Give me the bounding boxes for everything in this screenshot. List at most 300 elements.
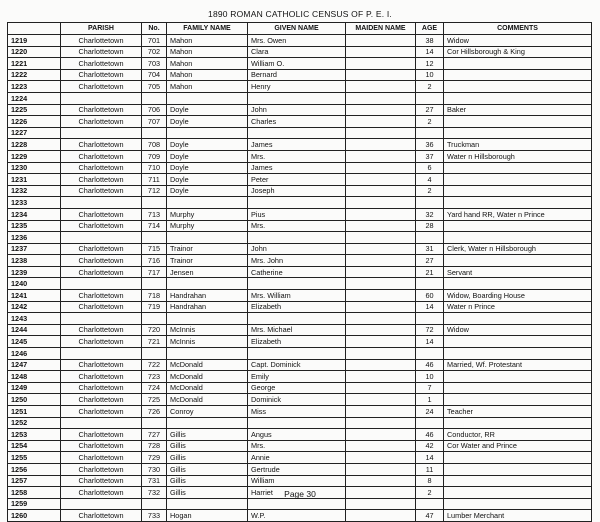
given-name-cell (248, 92, 346, 104)
parish-cell: Charlottetown (61, 406, 142, 418)
table-row (8, 46, 592, 58)
family-name-cell: Gillis (167, 452, 248, 464)
comments-cell (444, 69, 592, 81)
comments-cell: Truckman (444, 139, 592, 151)
number-cell: 720 (142, 324, 167, 336)
parish-cell (61, 232, 142, 244)
family-name-cell (167, 417, 248, 429)
given-name-cell (248, 313, 346, 325)
given-name-cell: Mrs. John (248, 255, 346, 267)
comments-cell (444, 116, 592, 128)
given-name-cell (248, 278, 346, 290)
number-cell: 714 (142, 220, 167, 232)
number-cell: 729 (142, 452, 167, 464)
comments-cell (444, 174, 592, 186)
given-name-cell: Charles (248, 116, 346, 128)
given-name-cell: Miss (248, 406, 346, 418)
given-name-cell: Joseph (248, 185, 346, 197)
family-name-cell: Doyle (167, 139, 248, 151)
table-row (8, 243, 592, 255)
header-row-number (8, 23, 61, 35)
table-row (8, 301, 592, 313)
age-cell: 14 (416, 336, 444, 348)
given-name-cell: W.P. (248, 510, 346, 522)
age-cell: 31 (416, 243, 444, 255)
number-cell (142, 232, 167, 244)
maiden-name-cell (346, 185, 416, 197)
family-name-cell: Hogan (167, 510, 248, 522)
maiden-name-cell (346, 232, 416, 244)
comments-cell (444, 475, 592, 487)
age-cell: 14 (416, 452, 444, 464)
age-cell: 24 (416, 406, 444, 418)
parish-cell: Charlottetown (61, 46, 142, 58)
comments-cell (444, 232, 592, 244)
parish-cell: Charlottetown (61, 174, 142, 186)
family-name-cell: Gillis (167, 440, 248, 452)
maiden-name-cell (346, 139, 416, 151)
age-cell: 72 (416, 324, 444, 336)
family-name-cell: Trainor (167, 243, 248, 255)
maiden-name-cell (346, 127, 416, 139)
comments-cell (444, 394, 592, 406)
parish-cell: Charlottetown (61, 104, 142, 116)
number-cell: 703 (142, 58, 167, 70)
comments-cell: Widow (444, 324, 592, 336)
given-name-cell: Mrs. (248, 440, 346, 452)
number-cell: 727 (142, 429, 167, 441)
parish-cell: Charlottetown (61, 394, 142, 406)
parish-cell: Charlottetown (61, 452, 142, 464)
family-name-cell: Gillis (167, 429, 248, 441)
comments-cell: Cor Water and Prince (444, 440, 592, 452)
comments-cell: Widow, Boarding House (444, 290, 592, 302)
table-row (8, 475, 592, 487)
row-number-cell: 1244 (8, 324, 61, 336)
table-row (8, 81, 592, 93)
row-number-cell: 1237 (8, 243, 61, 255)
table-row (8, 359, 592, 371)
row-number-cell: 1257 (8, 475, 61, 487)
table-row (8, 162, 592, 174)
number-cell: 730 (142, 463, 167, 475)
table-row (8, 116, 592, 128)
row-number-cell: 1227 (8, 127, 61, 139)
comments-cell (444, 463, 592, 475)
header-row (8, 23, 592, 35)
table-row (8, 382, 592, 394)
number-cell: 702 (142, 46, 167, 58)
comments-cell (444, 81, 592, 93)
table-row (8, 348, 592, 360)
row-number-cell: 1248 (8, 371, 61, 383)
maiden-name-cell (346, 150, 416, 162)
given-name-cell: Annie (248, 452, 346, 464)
number-cell: 712 (142, 185, 167, 197)
table-row (8, 394, 592, 406)
row-number-cell: 1224 (8, 92, 61, 104)
family-name-cell: McInnis (167, 324, 248, 336)
age-cell: 1 (416, 394, 444, 406)
parish-cell (61, 197, 142, 209)
family-name-cell: McInnis (167, 336, 248, 348)
age-cell: 10 (416, 371, 444, 383)
table-row (8, 417, 592, 429)
table-row (8, 127, 592, 139)
maiden-name-cell (346, 35, 416, 47)
age-cell: 4 (416, 174, 444, 186)
family-name-cell: Doyle (167, 116, 248, 128)
row-number-cell: 1258 (8, 487, 61, 499)
comments-cell: Servant (444, 266, 592, 278)
comments-cell: Conductor, RR (444, 429, 592, 441)
table-row (8, 139, 592, 151)
number-cell: 733 (142, 510, 167, 522)
maiden-name-cell (346, 417, 416, 429)
parish-cell: Charlottetown (61, 371, 142, 383)
number-cell: 723 (142, 371, 167, 383)
age-cell (416, 197, 444, 209)
table-row (8, 406, 592, 418)
maiden-name-cell (346, 406, 416, 418)
age-cell: 10 (416, 69, 444, 81)
comments-cell (444, 313, 592, 325)
age-cell: 28 (416, 220, 444, 232)
census-body (8, 35, 592, 522)
family-name-cell (167, 348, 248, 360)
given-name-cell: Angus (248, 429, 346, 441)
header-given-name: GIVEN NAME (248, 23, 346, 35)
table-row (8, 278, 592, 290)
parish-cell: Charlottetown (61, 440, 142, 452)
maiden-name-cell (346, 278, 416, 290)
given-name-cell (248, 232, 346, 244)
given-name-cell: Clara (248, 46, 346, 58)
maiden-name-cell (346, 162, 416, 174)
parish-cell: Charlottetown (61, 290, 142, 302)
given-name-cell: Elizabeth (248, 301, 346, 313)
maiden-name-cell (346, 81, 416, 93)
given-name-cell: James (248, 139, 346, 151)
comments-cell (444, 255, 592, 267)
table-row (8, 429, 592, 441)
row-number-cell: 1220 (8, 46, 61, 58)
row-number-cell: 1246 (8, 348, 61, 360)
maiden-name-cell (346, 266, 416, 278)
given-name-cell: Capt. Dominick (248, 359, 346, 371)
row-number-cell: 1232 (8, 185, 61, 197)
comments-cell: Yard hand RR, Water n Prince (444, 208, 592, 220)
table-row (8, 498, 592, 510)
table-row (8, 510, 592, 522)
age-cell: 21 (416, 266, 444, 278)
row-number-cell: 1231 (8, 174, 61, 186)
family-name-cell: Doyle (167, 150, 248, 162)
number-cell (142, 278, 167, 290)
table-row (8, 35, 592, 47)
parish-cell: Charlottetown (61, 220, 142, 232)
parish-cell: Charlottetown (61, 58, 142, 70)
maiden-name-cell (346, 208, 416, 220)
age-cell: 6 (416, 162, 444, 174)
age-cell (416, 127, 444, 139)
maiden-name-cell (346, 313, 416, 325)
number-cell (142, 348, 167, 360)
comments-cell: Cor Hillsborough & King (444, 46, 592, 58)
parish-cell: Charlottetown (61, 429, 142, 441)
family-name-cell: Conroy (167, 406, 248, 418)
table-row (8, 290, 592, 302)
given-name-cell (248, 127, 346, 139)
age-cell: 42 (416, 440, 444, 452)
table-row (8, 324, 592, 336)
parish-cell: Charlottetown (61, 382, 142, 394)
row-number-cell: 1221 (8, 58, 61, 70)
comments-cell: Teacher (444, 406, 592, 418)
maiden-name-cell (346, 371, 416, 383)
parish-cell: Charlottetown (61, 150, 142, 162)
parish-cell (61, 348, 142, 360)
maiden-name-cell (346, 46, 416, 58)
number-cell: 719 (142, 301, 167, 313)
row-number-cell: 1233 (8, 197, 61, 209)
comments-cell (444, 185, 592, 197)
comments-cell: Water n Prince (444, 301, 592, 313)
family-name-cell: Mahon (167, 46, 248, 58)
table-row (8, 220, 592, 232)
maiden-name-cell (346, 348, 416, 360)
row-number-cell: 1260 (8, 510, 61, 522)
family-name-cell: Murphy (167, 208, 248, 220)
table-row (8, 174, 592, 186)
row-number-cell: 1251 (8, 406, 61, 418)
given-name-cell: Bernard (248, 69, 346, 81)
row-number-cell: 1238 (8, 255, 61, 267)
family-name-cell: McDonald (167, 382, 248, 394)
age-cell (416, 498, 444, 510)
maiden-name-cell (346, 174, 416, 186)
number-cell: 701 (142, 35, 167, 47)
number-cell: 728 (142, 440, 167, 452)
header-family-name: FAMILY NAME (167, 23, 248, 35)
header-maiden-name: MAIDEN NAME (346, 23, 416, 35)
number-cell: 721 (142, 336, 167, 348)
table-row (8, 266, 592, 278)
maiden-name-cell (346, 116, 416, 128)
maiden-name-cell (346, 510, 416, 522)
family-name-cell: Handrahan (167, 290, 248, 302)
given-name-cell: George (248, 382, 346, 394)
comments-cell (444, 278, 592, 290)
age-cell: 38 (416, 35, 444, 47)
given-name-cell: James (248, 162, 346, 174)
maiden-name-cell (346, 104, 416, 116)
family-name-cell: McDonald (167, 371, 248, 383)
family-name-cell: Trainor (167, 255, 248, 267)
parish-cell: Charlottetown (61, 139, 142, 151)
age-cell (416, 232, 444, 244)
row-number-cell: 1235 (8, 220, 61, 232)
age-cell: 8 (416, 475, 444, 487)
comments-cell: Clerk, Water n Hillsborough (444, 243, 592, 255)
comments-cell (444, 417, 592, 429)
number-cell (142, 197, 167, 209)
maiden-name-cell (346, 463, 416, 475)
parish-cell: Charlottetown (61, 324, 142, 336)
table-row (8, 463, 592, 475)
comments-cell (444, 92, 592, 104)
given-name-cell (248, 348, 346, 360)
number-cell: 718 (142, 290, 167, 302)
number-cell: 731 (142, 475, 167, 487)
row-number-cell: 1234 (8, 208, 61, 220)
maiden-name-cell (346, 429, 416, 441)
age-cell: 14 (416, 46, 444, 58)
table-row (8, 92, 592, 104)
comments-cell (444, 220, 592, 232)
number-cell: 715 (142, 243, 167, 255)
row-number-cell: 1259 (8, 498, 61, 510)
row-number-cell: 1256 (8, 463, 61, 475)
row-number-cell: 1245 (8, 336, 61, 348)
comments-cell: Lumber Merchant (444, 510, 592, 522)
maiden-name-cell (346, 243, 416, 255)
number-cell: 726 (142, 406, 167, 418)
page-number: Page 30 (284, 489, 316, 499)
number-cell: 704 (142, 69, 167, 81)
family-name-cell: McDonald (167, 359, 248, 371)
number-cell (142, 127, 167, 139)
table-row (8, 371, 592, 383)
age-cell: 14 (416, 301, 444, 313)
given-name-cell: Catherine (248, 266, 346, 278)
given-name-cell (248, 197, 346, 209)
row-number-cell: 1253 (8, 429, 61, 441)
number-cell: 724 (142, 382, 167, 394)
header-comments: COMMENTS (444, 23, 592, 35)
number-cell: 717 (142, 266, 167, 278)
age-cell: 2 (416, 116, 444, 128)
age-cell (416, 278, 444, 290)
table-row (8, 104, 592, 116)
comments-cell (444, 498, 592, 510)
parish-cell: Charlottetown (61, 510, 142, 522)
family-name-cell (167, 92, 248, 104)
table-row (8, 208, 592, 220)
age-cell: 7 (416, 382, 444, 394)
comments-cell: Married, Wf. Protestant (444, 359, 592, 371)
header-no: No. (142, 23, 167, 35)
comments-cell (444, 452, 592, 464)
given-name-cell: Emily (248, 371, 346, 383)
row-number-cell: 1222 (8, 69, 61, 81)
given-name-cell: Dominick (248, 394, 346, 406)
maiden-name-cell (346, 255, 416, 267)
row-number-cell: 1250 (8, 394, 61, 406)
family-name-cell: Handrahan (167, 301, 248, 313)
row-number-cell: 1223 (8, 81, 61, 93)
age-cell: 37 (416, 150, 444, 162)
given-name-cell: John (248, 104, 346, 116)
parish-cell: Charlottetown (61, 243, 142, 255)
table-row (8, 232, 592, 244)
parish-cell (61, 92, 142, 104)
given-name-cell: Harriet (248, 487, 346, 499)
comments-cell (444, 348, 592, 360)
row-number-cell: 1219 (8, 35, 61, 47)
given-name-cell: Elizabeth (248, 336, 346, 348)
parish-cell: Charlottetown (61, 266, 142, 278)
table-row (8, 336, 592, 348)
given-name-cell: Pius (248, 208, 346, 220)
maiden-name-cell (346, 197, 416, 209)
table-row (8, 58, 592, 70)
age-cell: 27 (416, 104, 444, 116)
number-cell: 732 (142, 487, 167, 499)
maiden-name-cell (346, 452, 416, 464)
family-name-cell: Gillis (167, 463, 248, 475)
number-cell: 706 (142, 104, 167, 116)
maiden-name-cell (346, 92, 416, 104)
maiden-name-cell (346, 290, 416, 302)
row-number-cell: 1240 (8, 278, 61, 290)
parish-cell (61, 127, 142, 139)
given-name-cell: Mrs. Owen (248, 35, 346, 47)
maiden-name-cell (346, 475, 416, 487)
number-cell: 716 (142, 255, 167, 267)
parish-cell: Charlottetown (61, 359, 142, 371)
number-cell: 711 (142, 174, 167, 186)
number-cell: 707 (142, 116, 167, 128)
comments-cell: Water n Hillsborough (444, 150, 592, 162)
parish-cell: Charlottetown (61, 81, 142, 93)
row-number-cell: 1247 (8, 359, 61, 371)
given-name-cell: William O. (248, 58, 346, 70)
comments-cell (444, 371, 592, 383)
age-cell: 60 (416, 290, 444, 302)
family-name-cell: Mahon (167, 69, 248, 81)
family-name-cell: Mahon (167, 81, 248, 93)
given-name-cell: Mrs. (248, 150, 346, 162)
parish-cell: Charlottetown (61, 185, 142, 197)
family-name-cell: Mahon (167, 35, 248, 47)
family-name-cell: Gillis (167, 487, 248, 499)
family-name-cell: Gillis (167, 475, 248, 487)
number-cell: 710 (142, 162, 167, 174)
maiden-name-cell (346, 440, 416, 452)
parish-cell: Charlottetown (61, 116, 142, 128)
parish-cell (61, 498, 142, 510)
age-cell: 32 (416, 208, 444, 220)
age-cell: 46 (416, 429, 444, 441)
row-number-cell: 1230 (8, 162, 61, 174)
family-name-cell (167, 313, 248, 325)
row-number-cell: 1236 (8, 232, 61, 244)
parish-cell: Charlottetown (61, 463, 142, 475)
age-cell: 2 (416, 487, 444, 499)
comments-cell (444, 197, 592, 209)
age-cell: 11 (416, 463, 444, 475)
age-cell: 2 (416, 81, 444, 93)
row-number-cell: 1241 (8, 290, 61, 302)
given-name-cell (248, 498, 346, 510)
header-parish: PARISH (61, 23, 142, 35)
parish-cell: Charlottetown (61, 336, 142, 348)
row-number-cell: 1228 (8, 139, 61, 151)
maiden-name-cell (346, 382, 416, 394)
maiden-name-cell (346, 336, 416, 348)
age-cell: 36 (416, 139, 444, 151)
